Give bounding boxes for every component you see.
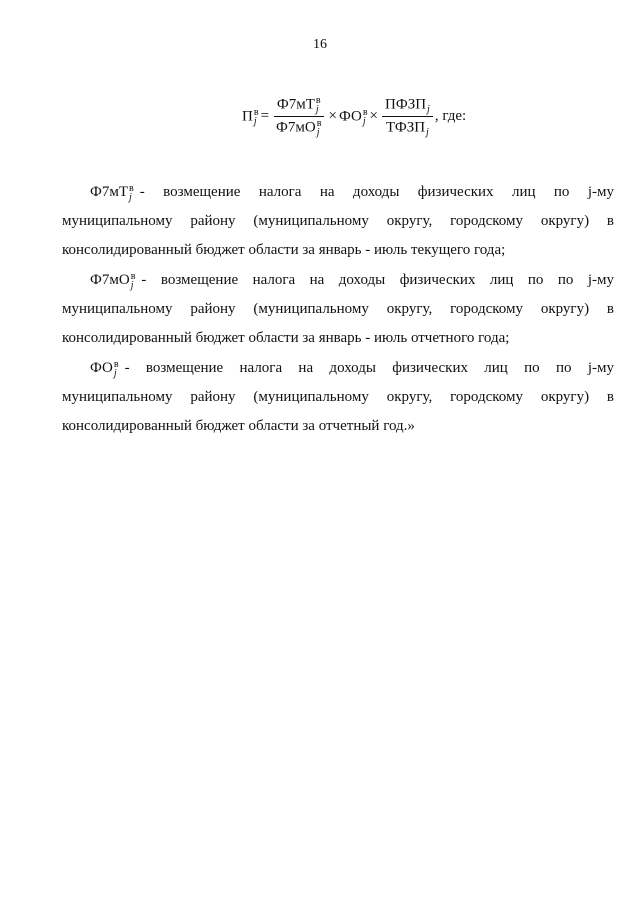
fraction-2-denominator-sub: j bbox=[426, 127, 429, 138]
definition-text-line-1: - возмещение налога на доходы физических лиц по по j-му bbox=[141, 272, 614, 288]
formula-fraction-2-denominator bbox=[383, 117, 432, 137]
fraction-2-denominator-symbol: ТФЗП bbox=[386, 119, 426, 136]
fraction-2-numerator-sub: j bbox=[427, 104, 430, 115]
definition-term-sup: в bbox=[113, 358, 119, 370]
formula-lhs-symbol: П bbox=[242, 107, 253, 124]
definition-paragraph bbox=[62, 178, 614, 265]
formula-middle-sub: j bbox=[362, 115, 366, 127]
definition-text-line-2: муниципальному району (муниципальному округу, городскому округу) в bbox=[62, 389, 614, 405]
definition-term-symbol: ФО bbox=[90, 360, 113, 376]
definition-term-indices bbox=[129, 184, 134, 202]
fraction-1-numerator-sub: j bbox=[315, 104, 319, 115]
definition-term bbox=[90, 354, 119, 383]
definition-text-line-1: - возмещение налога на доходы физических лиц по по j-му bbox=[124, 360, 614, 376]
definition-first-line bbox=[62, 354, 614, 383]
formula-lhs bbox=[242, 108, 259, 126]
formula-middle-symbol: ФО bbox=[338, 107, 362, 124]
definition-text-line-1: - возмещение налога на доходы физических лиц по j-му bbox=[139, 184, 614, 200]
definition-term-sub: j bbox=[113, 367, 117, 379]
fraction-1-denominator-sub: j bbox=[316, 127, 320, 138]
formula-equals: = bbox=[260, 108, 270, 124]
formula-fraction-1 bbox=[273, 96, 324, 137]
formula-middle-sup: в bbox=[362, 106, 368, 118]
definition-text-line-3: консолидированный бюджет области за январь - июль текущего года; bbox=[62, 242, 506, 258]
formula-fraction-2 bbox=[382, 96, 433, 137]
formula-middle-indices bbox=[363, 108, 368, 126]
page-number: 16 bbox=[313, 37, 327, 52]
formula-fraction-2-numerator bbox=[382, 96, 433, 117]
formula-middle-term bbox=[339, 108, 368, 126]
definition-paragraph bbox=[62, 266, 614, 353]
fraction-1-denominator-sup: в bbox=[316, 118, 322, 129]
formula-times-2: × bbox=[369, 108, 379, 124]
formula-fraction-1-numerator bbox=[274, 96, 324, 117]
definition-term-sub: j bbox=[129, 191, 132, 203]
formula-fraction-1-denominator bbox=[273, 117, 324, 137]
definition-paragraph bbox=[62, 354, 614, 441]
definition-term-indices bbox=[131, 272, 136, 290]
definition-term bbox=[90, 178, 134, 207]
definition-text-line-3: консолидированный бюджет области за январь - июль отчетного года; bbox=[62, 330, 510, 346]
fraction-1-denominator-symbol: Ф7мО bbox=[276, 119, 316, 136]
fraction-1-numerator-sup: в bbox=[315, 95, 321, 106]
fraction-2-numerator-indices bbox=[427, 96, 430, 114]
formula-suffix: , где: bbox=[434, 108, 467, 124]
definition-text-line-2: муниципальному району (муниципальному округу, городскому округу) в bbox=[62, 301, 614, 317]
fraction-1-denominator-indices bbox=[317, 119, 322, 137]
formula-times-1: × bbox=[328, 108, 337, 124]
definition-term bbox=[90, 266, 135, 295]
definition-term-indices bbox=[114, 360, 119, 378]
formula bbox=[242, 96, 466, 137]
definition-text-line-2: муниципальному району (муниципальному округу, городскому округу) в bbox=[62, 213, 614, 229]
definition-first-line bbox=[62, 266, 614, 295]
definition-term-sup: в bbox=[129, 182, 134, 194]
fraction-2-numerator-symbol: ПФЗП bbox=[385, 96, 427, 113]
definition-text-line-3: консолидированный бюджет области за отчетный год.» bbox=[62, 418, 415, 434]
fraction-1-numerator-symbol: Ф7мТ bbox=[276, 96, 315, 113]
definition-term-symbol: Ф7мТ bbox=[90, 184, 129, 200]
fraction-2-denominator-indices bbox=[426, 119, 429, 137]
fraction-1-numerator-indices bbox=[316, 96, 321, 114]
definition-term-sub: j bbox=[130, 279, 134, 291]
formula-lhs-sub: j bbox=[253, 115, 257, 127]
definition-first-line bbox=[62, 178, 614, 207]
definition-term-sup: в bbox=[130, 270, 136, 282]
formula-lhs-indices bbox=[254, 108, 259, 126]
definition-term-symbol: Ф7мО bbox=[90, 272, 130, 288]
formula-lhs-sup: в bbox=[253, 106, 259, 118]
